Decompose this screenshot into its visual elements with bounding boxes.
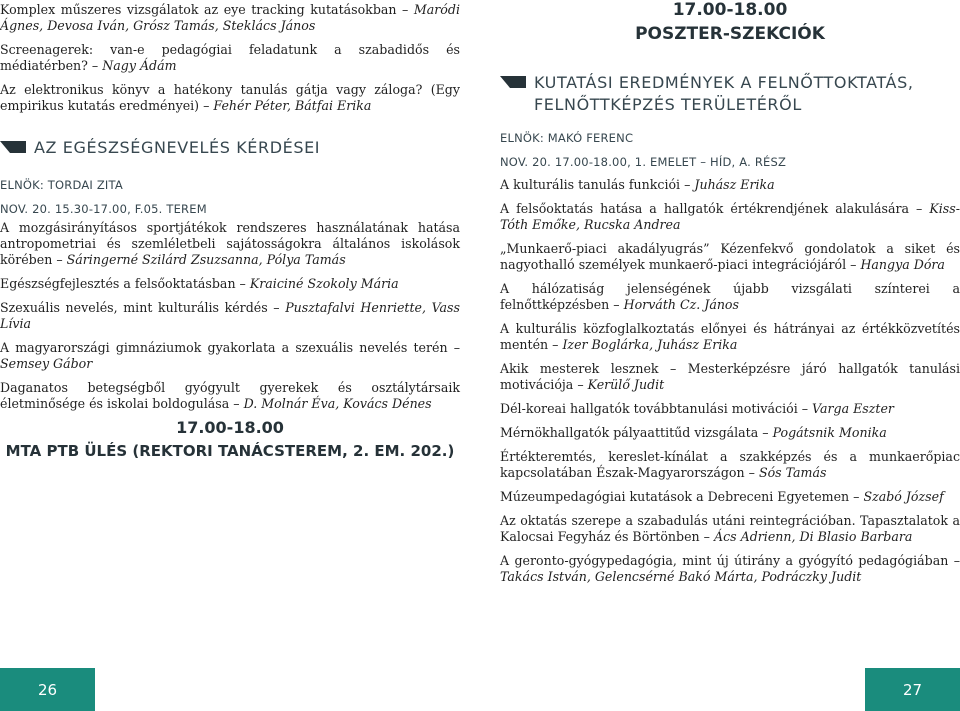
program-entry: A magyarországi gimnáziumok gyakorlata a szexuális nevelés terén – Semsey Gábor xyxy=(0,340,460,371)
program-entry: Screenagerek: van-e pedagógiai feladatunk a szabadidős és médiatérben? – Nagy Ádám xyxy=(0,42,460,73)
program-entry: Daganatos betegségből gyógyult gyerekek és osztálytársaik életminősége és iskolai boldogulása – D. Molnár Éva, Kovács Dénes xyxy=(0,380,460,411)
program-entry: Akik mesterek lesznek – Mesterképzésre járó hallgatók tanulási motivációja – Kerülő Judit xyxy=(500,361,960,392)
section-header xyxy=(500,72,960,116)
section-chair: ELNÖK: TORDAI ZITA xyxy=(0,178,123,192)
program-entry: Az oktatás szerepe a szabadulás utáni reintegrációban. Tapasztalatok a Kalocsai Fegyház és Börtönben – Ács Adrienn, Di Blasio Barbara xyxy=(500,513,960,544)
page-number-left: 26 xyxy=(0,668,95,711)
section-marker-icon xyxy=(0,141,26,153)
meeting-time: 17.00-18.00 xyxy=(176,418,284,437)
program-entry: Mérnökhallgatók pályaattitűd vizsgálata – Pogátsnik Monika xyxy=(500,425,887,440)
program-entry: A hálózatiság jelenségének újabb vizsgálati színterei a felnőttképzésben – Horváth Cz. János xyxy=(500,281,960,312)
program-entry: Egészségfejlesztés a felsőoktatásban – Kraiciné Szokoly Mária xyxy=(0,276,399,291)
section-session: NOV. 20. 15.30-17.00, F.05. TEREM xyxy=(0,202,207,216)
poster-time: 17.00-18.00 xyxy=(672,0,788,20)
program-entry: Dél-koreai hallgatók továbbtanulási motivációi – Varga Eszter xyxy=(500,401,894,416)
program-entry: A kulturális tanulás funkciói – Juhász Erika xyxy=(500,177,775,192)
section-title: KUTATÁSI EREDMÉNYEK A FELNŐTTOKTATÁS, FELNŐTTKÉPZÉS TERÜLETÉRŐL xyxy=(534,73,914,114)
section-title: AZ EGÉSZSÉGNEVELÉS KÉRDÉSEI xyxy=(34,138,321,157)
section-chair: ELNÖK: MAKÓ FERENC xyxy=(500,131,634,145)
poster-heading: POSZTER-SZEKCIÓK xyxy=(635,24,825,44)
program-entry: A kulturális közfoglalkoztatás előnyei és hátrányai az értékközvetítés mentén – Izer Boglárka, Juhász Erika xyxy=(500,321,960,352)
program-entry: Komplex műszeres vizsgálatok az eye tracking kutatásokban – Maródi Ágnes, Devosa Iván, Grósz Tamás, Steklács János xyxy=(0,2,460,33)
program-entry: „Munkaerő-piaci akadályugrás” Kézenfekvő gondolatok a siket és nagyothalló személyek munkaerő-piaci integrációjáról – Hangya Dóra xyxy=(500,241,960,272)
section-header xyxy=(0,137,460,159)
program-entry: A felsőoktatás hatása a hallgatók értékrendjének alakulására – Kiss-Tóth Emőke, Rucska Andrea xyxy=(500,201,960,232)
program-entry: Múzeumpedagógiai kutatások a Debreceni Egyetemen – Szabó József xyxy=(500,489,944,504)
program-entry: Szexuális nevelés, mint kulturális kérdés – Pusztafalvi Henriette, Vass Lívia xyxy=(0,300,460,331)
program-entry: Értékteremtés, kereslet-kínálat a szakképzés és a munkaerőpiac kapcsolatában Észak-Magyarországon – Sós Tamás xyxy=(500,449,960,480)
page-number-right: 27 xyxy=(865,668,960,711)
program-entry: A geronto-gyógypedagógia, mint új útirány a gyógyító pedagógiában – Takács István, Gelencsérné Bakó Márta, Podráczky Judit xyxy=(500,553,960,584)
program-entry: Az elektronikus könyv a hatékony tanulás gátja vagy záloga? (Egy empirikus kutatás eredményei) – Fehér Péter, Bátfai Erika xyxy=(0,82,460,113)
program-entry: A mozgásirányításos sportjátékok rendszeres használatának hatása antropometriai és szemléletbeli sajátosságokra általános iskolások körében – Sáringerné Szilárd Zsuzsanna, Pólya Tamás xyxy=(0,220,460,267)
section-marker-icon xyxy=(500,76,526,88)
meeting-title: MTA PTB ÜLÉS (REKTORI TANÁCSTEREM, 2. EM. 202.) xyxy=(5,442,455,460)
section-session: NOV. 20. 17.00-18.00, 1. EMELET – HÍD, A. RÉSZ xyxy=(500,155,787,169)
